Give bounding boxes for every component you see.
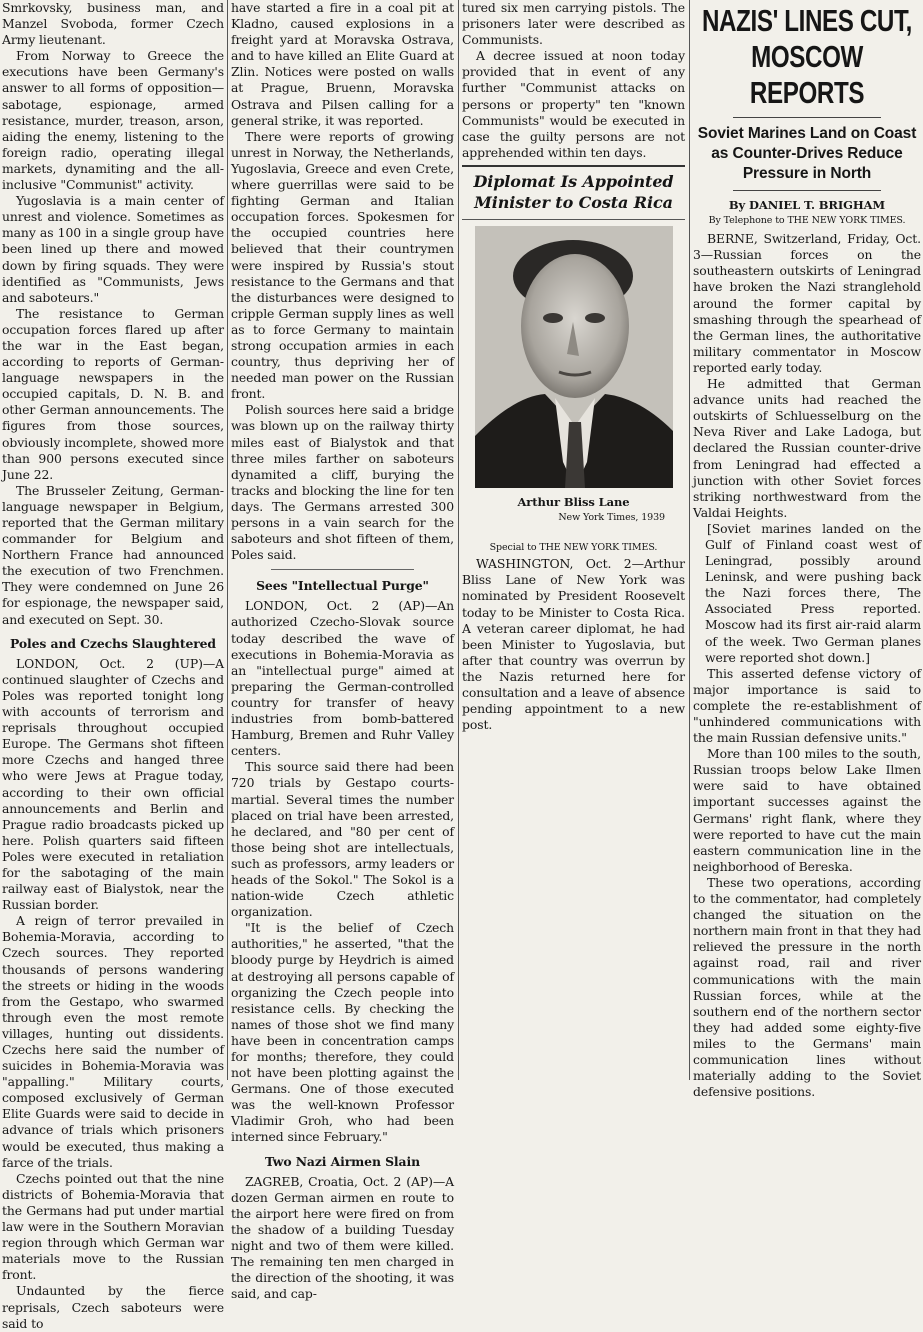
paragraph: Smrkovsky, business man, and Manzel Svoboda, former Czech Army lieutenant. [2,0,224,48]
photo-caption-credit: New York Times, 1939 [558,512,665,524]
photo-caption-name: Arthur Bliss Lane [517,494,630,509]
portrait-image [475,226,673,488]
portrait-photo-frame [462,220,685,530]
paragraph: LONDON, Oct. 2 (UP)—A continued slaughter of Czechs and Poles was reported tonight long with accounts of terrorism and reprisals throughout occupied Europe. The Germans shot fifteen more Czechs and hanged three who were Jews at Prague today, according to their own official announcements and Berlin and Prague radio broadcasts picked up here. Polish quarters said fifteen Poles were executed in retaliation for the sabotaging of the main railway east of Bialystok, near the Russian border. [2,655,224,913]
portrait-photo [475,226,673,488]
paragraph: ZAGREB, Croatia, Oct. 2 (AP)—A dozen German airmen en route to the airport here were fired on from the shadow of a building Tuesday night and two of them were killed. The remaining ten men charged in the direction of the shooting, it was said, and cap- [231,1173,454,1302]
paragraph: Czechs pointed out that the nine districts of Bohemia-Moravia that the Germans had put under martial law were in the Southern Moravian region through which German war materials move to the Russian front. [2,1170,224,1283]
column-4 [693,0,921,1100]
paragraph: These two operations, according to the commentator, had completely changed the situation on the northern main front in that they had relieved the pressure in the north against road, rail and river communications with the main Russian forces, while at the southern end of the northern sector they had added some eighty-five miles to the Germans' main communication lines without materially adding to the Soviet defensive positions. [693,874,921,1100]
column-rule [227,0,228,1080]
subheading: Poles and Czechs Slaughtered [9,635,216,651]
column-1 [2,0,224,1331]
box-headline: Diplomat Is Appointed Minister to Costa Rica [462,165,685,220]
paragraph: Polish sources here said a bridge was blown up on the railway thirty miles east of Bialystok and that three miles farther on saboteurs dynamited a cliff, burying the tracks and blocking the line for ten days. The Germans arrested 300 persons in a vain search for the saboteurs and shot fifteen of them, Poles said. [231,402,454,563]
main-headline: NAZIS' LINES CUT, MOSCOW REPORTS [701,3,913,110]
paragraph: More than 100 miles to the south, Russian troops below Lake Ilmen were said to have obtained important successes against the Germans' right flank, where they were reported to have cut the main eastern communication line in the neighborhood of Bereska. [693,746,921,874]
headline-rule [733,117,881,118]
column-rule [689,0,690,1080]
subheading: Two Nazi Airmen Slain [265,1153,420,1169]
deck-rule [733,190,881,191]
paragraph: A decree issued at noon today provided that in event of any further "Communist attacks on persons or property" ten "known Communists" would be executed in case the guilty persons are not apprehended within ten days. [462,48,685,160]
column-rule [458,0,459,1080]
paragraph: He admitted that German advance units had reached the outskirts of Schluesselburg on the Neva River and Lake Ladoga, but declared the Russian counter-drive from Leningrad had effected a junction with other Soviet forces striking northwestward from the Valdai Heights. [693,376,921,520]
subheading: Sees "Intellectual Purge" [256,578,429,594]
paragraph: Yugoslavia is a main center of unrest and violence. Sometimes as many as 100 in a single group have been lined up there and mowed down by firing squads. They were identified as "Communists, Jews and saboteurs." [2,193,224,305]
paragraph: This asserted defense victory of major importance is said to complete the re-establishment of "unhindered communications with the main Russian defensive units." [693,665,921,746]
paragraph: [Soviet marines landed on the Gulf of Finland coast west of Leningrad, possibly around Leninsk, and were pushing back the Nazi forces there, The Associated Press reported. Moscow had its first air-raid alarm of the week. Two German planes were reported shot down.] [705,520,921,665]
paragraph: LONDON, Oct. 2 (AP)—An authorized Czecho-Slovak source today described the wave of executions in Bohemia-Moravia as an "intellectual purge" aimed at preparing the German-controlled country for transfer of heavy industries from bomb-battered Hamburg, Bremen and Ruhr Valley centers. [231,598,454,759]
section-divider [271,569,414,570]
paragraph: tured six men carrying pistols. The prisoners later were described as Communists. [462,0,685,48]
paragraph: A reign of terror prevailed in Bohemia-Moravia, according to Czech sources. They reported thousands of persons wandering the streets or hiding in the woods from the Gestapo, who swarmed through even the most remote villages, hunting out dissidents. Czechs here said the number of suicides in Bohemia-Moravia was "appalling." Military courts, composed exclusively of German Elite Guards were said to decide in advance of trials which prisoners would be executed, thus making a farce of the trials. [2,913,224,1170]
paragraph: There were reports of growing unrest in Norway, the Netherlands, Yugoslavia, Greece and even Crete, where guerrillas were said to be fighting German and Italian occupation forces. Spokesmen for the occupied countries here believed that their countrymen were inspired by Russia's stout resistance to the Germans and that the disturbances were designed to cripple German supply lines as well as to force Germany to maintain strong occupation armies in each country, thus depriving her of needed man power on the Russian front. [231,128,454,402]
paragraph: The resistance to German occupation forces flared up after the war in the East began, according to reports of German-language newspapers in the occupied capitals, D. N. B. and other German announcements. The figures from those sources, obviously incomplete, showed more than 900 persons executed since June 22. [2,305,224,482]
paragraph: The Brusseler Zeitung, German-language newspaper in Belgium, reported that the German military commander for Belgium and Northern France had announced the execution of two Frenchmen. They were condemned on June 26 for espionage, the newspaper said, and executed on Sept. 30. [2,482,224,627]
paragraph: "It is the belief of Czech authorities," he asserted, "that the bloody purge by Heydrich is aimed at destroying all persons capable of organizing the Czech people into resistance cells. By checking the names of those shot we find many have been in concentration camps for months; therefore, they could not have been plotting against the Germans. One of those executed was the well-known Professor Vladimir Groh, who had been interned since February." [231,920,454,1145]
byline-credit: By Telephone to THE NEW YORK TIMES. [708,215,906,227]
paragraph: Undaunted by the fierce reprisals, Czech saboteurs were said to [2,1283,224,1331]
paragraph: have started a fire in a coal pit at Kladno, caused explosions in a freight yard at Moravska Ostrava, and to have killed an Elite Guard at Zlin. Notices were posted on walls at Prague, Bruenn, Moravska Ostrava and Pilsen calling for a general strike, it was reported. [231,0,454,128]
paragraph: This source said there had been 720 trials by Gestapo courts-martial. Several times the number placed on trial have been arrested, he declared, and "80 per cent of those being shot are intellectuals, such as professors, army leaders or heads of the Sokol." The Sokol is a nation-wide Czech athletic organization. [231,759,454,920]
byline: By DANIEL T. BRIGHAM [728,198,886,212]
paragraph: From Norway to Greece the executions have been Germany's answer to all forms of opposition—sabotage, espionage, armed resistance, murder, treason, arson, aiding the enemy, listening to the foreign radio, operating illegal markets, dynamiting and the all-inclusive "Communist" activity. [2,48,224,193]
paragraph: WASHINGTON, Oct. 2—Arthur Bliss Lane of New York was nominated by President Roosevelt today to be Minister to Costa Rica. A veteran career diplomat, he had been Minister to Yugoslavia, but after that country was overrun by the Nazis returned here for consultation and a leave of absence pending appointment to a new post. [462,556,685,733]
deck-headline: Soviet Marines Land on Coast as Counter-Drives Reduce Pressure in North [697,125,917,182]
column-2 [231,0,454,1302]
paragraph: BERNE, Switzerland, Friday, Oct. 3—Russian forces on the southeastern outskirts of Leningrad have broken the Nazi stranglehold around the former capital by smashing through the spearhead of the German lines, the authoritative military commentator in Moscow reported early today. [693,231,921,375]
credit-line: Special to THE NEW YORK TIMES. [489,542,658,554]
column-3 [462,0,685,1080]
